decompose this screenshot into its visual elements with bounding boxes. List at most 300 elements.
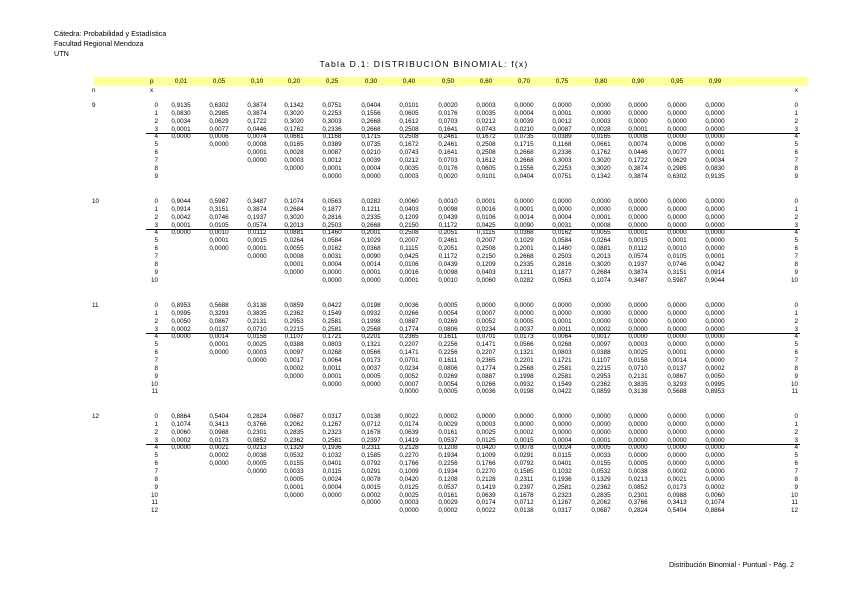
table-cell: 0,0000 xyxy=(322,172,342,180)
table-cell: 0,2301 xyxy=(247,428,267,436)
table-cell: 0,0000 xyxy=(705,102,725,109)
table-cell: 0,0034 xyxy=(171,117,191,125)
table-cell: 0,0000 xyxy=(705,205,725,213)
table-cell: 0,0532 xyxy=(284,452,304,460)
table-cell: 0,0368 xyxy=(361,245,381,253)
table-cell: 0,0000 xyxy=(247,467,267,475)
table-cell: 0,0087 xyxy=(322,149,342,157)
table-cell: 0,0014 xyxy=(514,213,534,221)
table-cell: 0,0035 xyxy=(476,109,496,117)
table-cell: 0,1168 xyxy=(322,133,342,141)
table-cell: 0,0000 xyxy=(705,460,725,468)
x-value-right: 6 xyxy=(794,349,798,357)
table-cell: 0,1715 xyxy=(514,141,534,149)
table-cell: 0,0000 xyxy=(667,221,687,229)
x-value: 9 xyxy=(154,483,158,491)
table-cell: 0,2503 xyxy=(552,252,572,260)
table-cell: 0,0002 xyxy=(284,364,304,372)
table-cell: 0,0028 xyxy=(284,149,304,157)
x-value: 5 xyxy=(154,341,158,349)
table-cell: 0,0025 xyxy=(247,341,267,349)
table-cell: 0,0161 xyxy=(438,428,458,436)
table-cell: 0,0000 xyxy=(705,325,725,333)
table-cell: 0,0701 xyxy=(399,356,419,364)
table-cell: 0,0887 xyxy=(399,317,419,325)
table-cell: 0,0712 xyxy=(361,420,381,428)
table-cell: 0,0039 xyxy=(361,156,381,164)
table-cell: 0,0712 xyxy=(514,499,534,507)
p-value-header: 0,20 xyxy=(287,78,301,85)
table-cell: 0,8864 xyxy=(171,413,191,420)
table-cell: 0,2824 xyxy=(247,413,267,420)
table-cell: 0,1209 xyxy=(476,260,496,268)
table-cell: 0,0004 xyxy=(322,483,342,491)
table-cell: 0,0010 xyxy=(209,229,229,237)
table-cell: 0,0000 xyxy=(628,452,648,460)
table-cell: 0,0050 xyxy=(171,317,191,325)
table-cell: 0,2062 xyxy=(284,420,304,428)
table-cell: 0,2816 xyxy=(322,213,342,221)
table-cell: 0,2051 xyxy=(438,245,458,253)
table-cell: 0,0014 xyxy=(209,333,229,341)
p-label: p xyxy=(150,78,154,85)
table-cell: 0,0090 xyxy=(514,221,534,229)
table-cell: 0,0162 xyxy=(552,229,572,237)
x-value-right: 0 xyxy=(794,413,798,420)
table-cell: 0,0003 xyxy=(591,117,611,125)
table-cell: 0,0020 xyxy=(438,172,458,180)
table-cell: 0,1321 xyxy=(361,341,381,349)
table-cell: 0,0000 xyxy=(514,198,534,205)
table-cell: 0,5404 xyxy=(667,507,687,515)
table-cell: 0,0210 xyxy=(361,149,381,157)
table-cell: 0,0025 xyxy=(399,491,419,499)
table-cell: 0,1612 xyxy=(476,156,496,164)
table-cell: 0,0388 xyxy=(591,349,611,357)
table-cell: 0,0077 xyxy=(209,125,229,133)
table-cell: 0,0001 xyxy=(209,237,229,245)
table-cell: 0,3293 xyxy=(667,380,687,388)
table-cell: 0,1209 xyxy=(399,213,419,221)
x-value-right: 1 xyxy=(794,309,798,317)
table-cell: 0,0000 xyxy=(552,102,572,109)
table-cell: 0,0317 xyxy=(322,413,342,420)
table-cell: 0,0000 xyxy=(628,444,648,452)
table-cell: 0,1766 xyxy=(476,460,496,468)
table-cell: 0,0000 xyxy=(171,333,191,341)
table-cell: 0,0995 xyxy=(705,380,725,388)
table-cell: 0,0914 xyxy=(705,268,725,276)
x-value: 2 xyxy=(154,317,158,325)
separator-line xyxy=(146,333,800,334)
table-cell: 0,0000 xyxy=(552,302,572,309)
x-value-right: 7 xyxy=(794,156,798,164)
table-cell: 0,0001 xyxy=(705,149,725,157)
table-cell: 0,2013 xyxy=(591,252,611,260)
table-cell: 0,0002 xyxy=(705,483,725,491)
x-value: 1 xyxy=(154,309,158,317)
table-cell: 0,0000 xyxy=(628,109,648,117)
table-cell: 0,0001 xyxy=(514,205,534,213)
table-cell: 0,0025 xyxy=(476,428,496,436)
table-cell: 0,2668 xyxy=(361,125,381,133)
table-cell: 0,0000 xyxy=(247,252,267,260)
table-cell: 0,2253 xyxy=(552,164,572,172)
table-cell: 0,0000 xyxy=(667,302,687,309)
table-cell: 0,0389 xyxy=(552,133,572,141)
table-cell: 0,6302 xyxy=(667,172,687,180)
table-cell: 0,0055 xyxy=(591,229,611,237)
table-cell: 0,8864 xyxy=(705,507,725,515)
table-cell: 0,2684 xyxy=(591,268,611,276)
table-cell: 0,2568 xyxy=(361,325,381,333)
table-cell: 0,0932 xyxy=(514,380,534,388)
table-cell: 0,0005 xyxy=(361,372,381,380)
table-cell: 0,1329 xyxy=(591,475,611,483)
table-cell: 0,0746 xyxy=(209,213,229,221)
table-cell: 0,1937 xyxy=(628,260,648,268)
table-cell: 0,0173 xyxy=(361,356,381,364)
x-value: 3 xyxy=(154,436,158,444)
x-value: 11 xyxy=(151,499,158,507)
table-cell: 0,0078 xyxy=(361,475,381,483)
table-cell: 0,1419 xyxy=(399,436,419,444)
table-cell: 0,0703 xyxy=(438,117,458,125)
table-cell: 0,1211 xyxy=(361,205,381,213)
table-cell: 0,0003 xyxy=(476,420,496,428)
table-cell: 0,0439 xyxy=(438,213,458,221)
table-cell: 0,0001 xyxy=(705,252,725,260)
x-value: 1 xyxy=(154,205,158,213)
table-cell: 0,0000 xyxy=(591,109,611,117)
table-cell: 0,2215 xyxy=(284,325,304,333)
table-cell: 0,0106 xyxy=(476,213,496,221)
table-cell: 0,2001 xyxy=(361,229,381,237)
table-cell: 0,1267 xyxy=(322,420,342,428)
x-value: 0 xyxy=(154,302,158,309)
table-cell: 0,0792 xyxy=(361,460,381,468)
table-cell: 0,0000 xyxy=(705,420,725,428)
table-cell: 0,0439 xyxy=(438,260,458,268)
table-cell: 0,2985 xyxy=(667,164,687,172)
table-cell: 0,0037 xyxy=(514,325,534,333)
table-cell: 0,0038 xyxy=(628,467,648,475)
table-cell: 0,2335 xyxy=(514,260,534,268)
table-cell: 0,0198 xyxy=(361,302,381,309)
table-cell: 0,0098 xyxy=(438,205,458,213)
table-cell: 0,0125 xyxy=(399,483,419,491)
table-cell: 0,3003 xyxy=(552,156,572,164)
table-cell: 0,1342 xyxy=(591,172,611,180)
table-cell: 0,0574 xyxy=(628,252,648,260)
x-value: 4 xyxy=(154,133,158,141)
table-cell: 0,3020 xyxy=(591,260,611,268)
table-cell: 0,0074 xyxy=(247,133,267,141)
table-cell: 0,0001 xyxy=(552,317,572,325)
table-cell: 0,0042 xyxy=(171,213,191,221)
table-cell: 0,0002 xyxy=(705,364,725,372)
table-cell: 0,0000 xyxy=(322,491,342,499)
table-cell: 0,0000 xyxy=(705,341,725,349)
table-cell: 0,1009 xyxy=(476,452,496,460)
table-cell: 0,2336 xyxy=(552,149,572,157)
table-cell: 0,0291 xyxy=(514,452,534,460)
table-cell: 0,2668 xyxy=(514,149,534,157)
table-cell: 0,0000 xyxy=(552,309,572,317)
table-cell: 0,1672 xyxy=(399,141,419,149)
table-cell: 0,0000 xyxy=(247,356,267,364)
table-cell: 0,0001 xyxy=(322,372,342,380)
table-cell: 0,0282 xyxy=(361,198,381,205)
table-cell: 0,0420 xyxy=(476,444,496,452)
table-cell: 0,0000 xyxy=(667,341,687,349)
x-value-right: 5 xyxy=(794,237,798,245)
table-cell: 0,0566 xyxy=(361,349,381,357)
table-cell: 0,2668 xyxy=(514,156,534,164)
table-cell: 0,0425 xyxy=(476,221,496,229)
n-value: 10 xyxy=(92,198,100,205)
table-cell: 0,0000 xyxy=(667,109,687,117)
table-cell: 0,2362 xyxy=(591,483,611,491)
x-value: 0 xyxy=(154,102,158,109)
table-cell: 0,0105 xyxy=(209,221,229,229)
table-cell: 0,9135 xyxy=(171,102,191,109)
table-cell: 0,2128 xyxy=(476,475,496,483)
table-cell: 0,1585 xyxy=(514,467,534,475)
table-cell: 0,0446 xyxy=(628,149,648,157)
table-cell: 0,1321 xyxy=(514,349,534,357)
table-cell: 0,0988 xyxy=(209,428,229,436)
table-cell: 0,1172 xyxy=(438,252,458,260)
table-cell: 0,2201 xyxy=(361,333,381,341)
table-cell: 0,0173 xyxy=(667,483,687,491)
table-cell: 0,1029 xyxy=(514,237,534,245)
table-cell: 0,3874 xyxy=(247,109,267,117)
table-cell: 0,0001 xyxy=(209,341,229,349)
table-cell: 0,2201 xyxy=(514,356,534,364)
x-value-right: 3 xyxy=(794,325,798,333)
table-cell: 0,0038 xyxy=(247,452,267,460)
table-cell: 0,0000 xyxy=(476,413,496,420)
table-cell: 0,0001 xyxy=(399,276,419,284)
table-cell: 0,0000 xyxy=(322,268,342,276)
table-cell: 0,0000 xyxy=(667,420,687,428)
table-cell: 0,0015 xyxy=(361,483,381,491)
x-value-right: 4 xyxy=(794,333,798,341)
table-cell: 0,0161 xyxy=(438,491,458,499)
table-cell: 0,8953 xyxy=(171,302,191,309)
x-value-right: 9 xyxy=(794,483,798,491)
table-cell: 0,0000 xyxy=(628,420,648,428)
table-cell: 0,0852 xyxy=(247,436,267,444)
table-cell: 0,3020 xyxy=(591,156,611,164)
table-cell: 0,0036 xyxy=(476,388,496,396)
table-cell: 0,3874 xyxy=(247,102,267,109)
table-cell: 0,0735 xyxy=(514,133,534,141)
table-cell: 0,0000 xyxy=(628,221,648,229)
table-cell: 0,0174 xyxy=(399,420,419,428)
x-value: 6 xyxy=(154,349,158,357)
table-cell: 0,2336 xyxy=(322,125,342,133)
table-cell: 0,3003 xyxy=(322,117,342,125)
table-cell: 0,1937 xyxy=(247,213,267,221)
table-cell: 0,0830 xyxy=(171,109,191,117)
table-cell: 0,0003 xyxy=(476,102,496,109)
table-title: Tabla D.1: DISTRIBUCIÓN BINOMIAL: f(x) xyxy=(319,59,529,69)
table-cell: 0,0097 xyxy=(284,349,304,357)
table-cell: 0,0000 xyxy=(628,302,648,309)
table-cell: 0,1762 xyxy=(591,149,611,157)
table-cell: 0,2323 xyxy=(552,491,572,499)
table-cell: 0,2397 xyxy=(361,436,381,444)
table-cell: 0,9135 xyxy=(705,172,725,180)
table-cell: 0,0000 xyxy=(667,205,687,213)
table-cell: 0,0000 xyxy=(705,109,725,117)
table-cell: 0,0025 xyxy=(628,349,648,357)
table-cell: 0,0000 xyxy=(705,436,725,444)
n-value: 12 xyxy=(92,413,100,420)
table-cell: 0,1672 xyxy=(476,133,496,141)
table-cell: 0,2311 xyxy=(514,475,534,483)
table-cell: 0,3874 xyxy=(247,205,267,213)
table-cell: 0,0087 xyxy=(552,125,572,133)
table-cell: 0,2508 xyxy=(399,133,419,141)
table-cell: 0,1471 xyxy=(399,349,419,357)
table-cell: 0,0035 xyxy=(399,164,419,172)
x-value: 8 xyxy=(154,164,158,172)
table-cell: 0,2013 xyxy=(284,221,304,229)
table-cell: 0,0165 xyxy=(591,133,611,141)
x-value: 4 xyxy=(154,444,158,452)
table-cell: 0,0015 xyxy=(247,237,267,245)
table-cell: 0,0661 xyxy=(284,133,304,141)
table-cell: 0,1208 xyxy=(438,475,458,483)
table-cell: 0,0039 xyxy=(514,117,534,125)
table-cell: 0,1641 xyxy=(438,125,458,133)
table-cell: 0,0138 xyxy=(361,413,381,420)
x-value-right: 0 xyxy=(794,198,798,205)
table-cell: 0,0859 xyxy=(284,302,304,309)
table-cell: 0,2301 xyxy=(628,491,648,499)
x-value: 3 xyxy=(154,221,158,229)
table-cell: 0,0078 xyxy=(514,444,534,452)
table-cell: 0,0021 xyxy=(667,475,687,483)
table-cell: 0,1774 xyxy=(399,325,419,333)
table-cell: 0,2150 xyxy=(399,221,419,229)
table-cell: 0,3151 xyxy=(209,205,229,213)
table-cell: 0,0000 xyxy=(705,245,725,253)
table-cell: 0,0022 xyxy=(476,507,496,515)
table-cell: 0,1611 xyxy=(438,356,458,364)
p-value-header: 0,10 xyxy=(250,78,264,85)
table-cell: 0,0158 xyxy=(247,333,267,341)
table-cell: 0,2365 xyxy=(399,333,419,341)
table-cell: 0,2835 xyxy=(591,491,611,499)
table-cell: 0,0743 xyxy=(399,149,419,157)
table-cell: 0,2508 xyxy=(476,141,496,149)
table-cell: 0,0137 xyxy=(667,364,687,372)
n-label: n xyxy=(92,87,96,94)
x-value-right: 4 xyxy=(794,133,798,141)
table-cell: 0,1267 xyxy=(552,499,572,507)
table-cell: 0,0887 xyxy=(476,372,496,380)
table-cell: 0,2668 xyxy=(514,252,534,260)
table-cell: 0,0005 xyxy=(514,317,534,325)
x-value-right: 9 xyxy=(794,372,798,380)
table-cell: 0,0002 xyxy=(667,467,687,475)
table-cell: 0,3020 xyxy=(591,164,611,172)
table-cell: 0,0000 xyxy=(705,125,725,133)
table-cell: 0,0077 xyxy=(667,149,687,157)
table-cell: 0,0060 xyxy=(705,491,725,499)
table-cell: 0,0007 xyxy=(399,380,419,388)
table-cell: 0,1074 xyxy=(171,420,191,428)
table-cell: 0,2684 xyxy=(284,205,304,213)
table-cell: 0,0002 xyxy=(591,325,611,333)
table-cell: 0,2256 xyxy=(438,341,458,349)
table-cell: 0,0282 xyxy=(514,276,534,284)
p-value-header: 0,01 xyxy=(174,78,188,85)
table-cell: 0,0003 xyxy=(399,172,419,180)
table-cell: 0,1115 xyxy=(399,245,419,253)
table-cell: 0,0000 xyxy=(591,205,611,213)
table-cell: 0,2270 xyxy=(399,452,419,460)
table-cell: 0,0000 xyxy=(705,237,725,245)
table-cell: 0,0016 xyxy=(399,268,419,276)
table-cell: 0,0012 xyxy=(552,117,572,125)
table-cell: 0,0060 xyxy=(476,276,496,284)
table-cell: 0,2508 xyxy=(399,229,419,237)
table-cell: 0,0000 xyxy=(705,475,725,483)
p-value-header: 0,05 xyxy=(212,78,226,85)
x-value: 8 xyxy=(154,364,158,372)
table-cell: 0,0000 xyxy=(628,317,648,325)
table-cell: 0,0914 xyxy=(171,205,191,213)
table-cell: 0,1032 xyxy=(552,467,572,475)
table-cell: 0,1211 xyxy=(514,268,534,276)
table-cell: 0,0000 xyxy=(628,333,648,341)
x-value-right: 1 xyxy=(794,109,798,117)
table-cell: 0,0115 xyxy=(552,452,572,460)
table-cell: 0,9044 xyxy=(705,276,725,284)
table-cell: 0,3413 xyxy=(209,420,229,428)
n-value: 9 xyxy=(92,102,96,109)
table-cell: 0,0002 xyxy=(171,325,191,333)
table-cell: 0,2581 xyxy=(552,483,572,491)
table-cell: 0,1612 xyxy=(399,117,419,125)
table-cell: 0,0000 xyxy=(667,452,687,460)
table-cell: 0,2362 xyxy=(284,436,304,444)
x-value-right: 11 xyxy=(791,388,798,396)
table-cell: 0,0052 xyxy=(399,372,419,380)
table-cell: 0,0000 xyxy=(514,309,534,317)
table-cell: 0,0266 xyxy=(399,309,419,317)
table-cell: 0,0000 xyxy=(399,388,419,396)
table-cell: 0,0112 xyxy=(247,229,267,237)
table-cell: 0,0000 xyxy=(476,302,496,309)
x-value: 0 xyxy=(154,413,158,420)
table-cell: 0,0000 xyxy=(705,349,725,357)
table-cell: 0,2508 xyxy=(399,125,419,133)
table-cell: 0,0000 xyxy=(209,349,229,357)
table-cell: 0,0000 xyxy=(209,245,229,253)
table-cell: 0,2508 xyxy=(476,149,496,157)
table-cell: 0,0000 xyxy=(705,302,725,309)
table-cell: 0,0010 xyxy=(438,276,458,284)
table-cell: 0,0001 xyxy=(284,483,304,491)
x-value-right: 5 xyxy=(794,141,798,149)
table-cell: 0,2568 xyxy=(514,364,534,372)
